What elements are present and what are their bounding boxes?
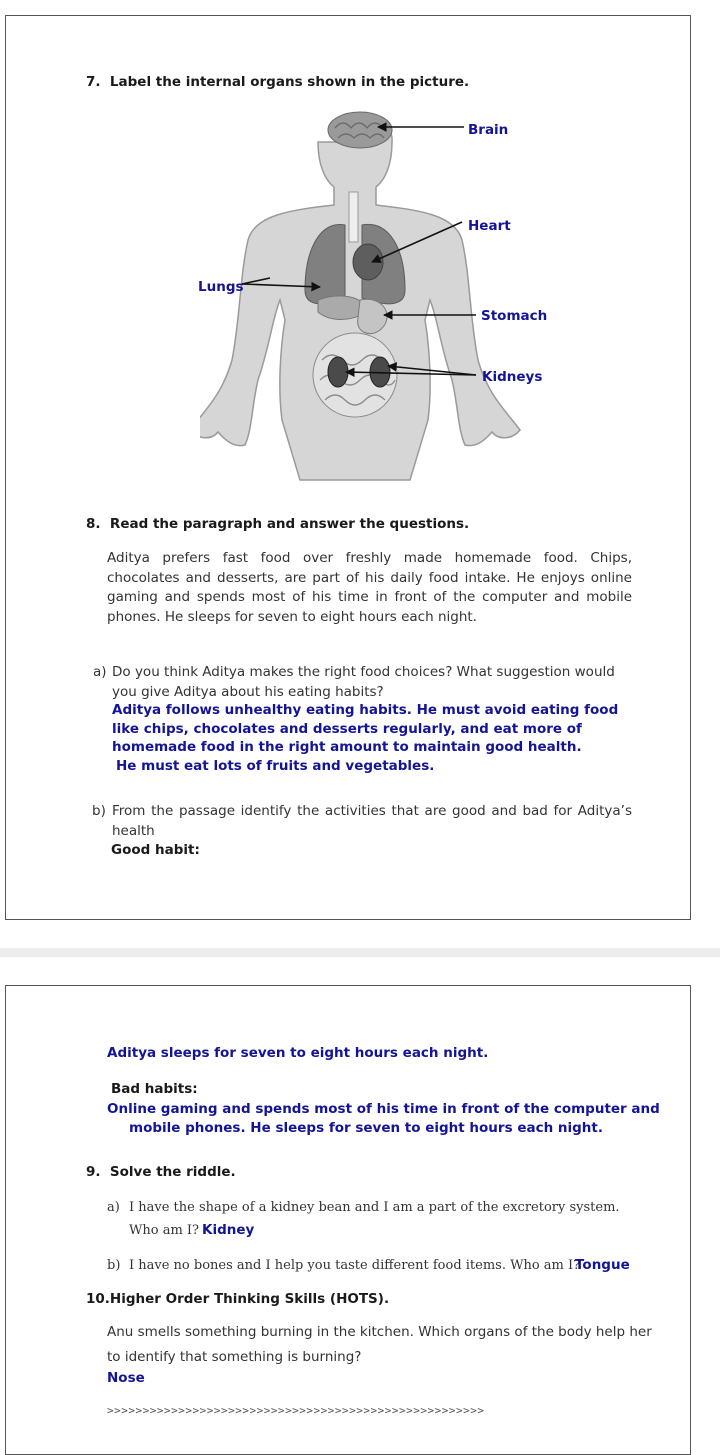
section-separator: >>>>>>>>>>>>>>>>>>>>>>>>>>>>>>>>>>>>>>>>>>>>>>>>>>>>> xyxy=(107,1404,485,1417)
q8-paragraph: Aditya prefers fast food over freshly made homemade food. Chips, chocolates and desserts, are part of his daily food intake. He enjoys online gaming and spends most of his time in front of the computer and mobile phones. He sleeps for seven to eight hours each night. xyxy=(107,550,632,625)
question-7-title: 7. Label the internal organs shown in the picture. xyxy=(86,74,470,90)
q10-question-line2: to identify that something is burning? xyxy=(107,1349,362,1365)
q9b-answer: Tongue xyxy=(575,1257,630,1273)
q8a-answer-2: He must eat lots of fruits and vegetables. xyxy=(116,758,435,774)
q9a-line2: Who am I? xyxy=(129,1223,200,1238)
q8b-question: From the passage identify the activities that are good and bad for Aditya’s health xyxy=(112,803,632,839)
q8b-bad-label: Bad habits: xyxy=(111,1081,198,1097)
q8a-question: Do you think Aditya makes the right food choices? What suggestion would you give Aditya about his eating habits? xyxy=(112,664,615,700)
label-brain: Brain xyxy=(468,122,509,138)
label-stomach: Stomach xyxy=(481,308,548,324)
question-8-title: 8. Read the paragraph and answer the questions. xyxy=(86,516,470,532)
question-10-title: 10.Higher Order Thinking Skills (HOTS). xyxy=(86,1291,390,1307)
q10-question-line1: Anu smells something burning in the kitchen. Which organs of the body help her xyxy=(107,1324,652,1340)
lungs-arrow-2 xyxy=(242,278,270,284)
q9a-marker: a) xyxy=(107,1200,120,1215)
q10-answer: Nose xyxy=(107,1370,145,1386)
label-lungs: Lungs xyxy=(198,279,244,295)
q9a-line1: I have the shape of a kidney bean and I am a part of the excretory system. xyxy=(129,1200,620,1215)
question-9-title: 9. Solve the riddle. xyxy=(86,1164,236,1180)
lungs-arrow xyxy=(242,284,320,287)
q8b-bad-answer-1: Online gaming and spends most of his time in front of the computer and xyxy=(107,1101,660,1117)
label-kidneys: Kidneys xyxy=(482,369,543,385)
heart-arrow xyxy=(372,222,462,262)
q9b-marker: b) xyxy=(107,1258,121,1273)
q8b-marker: b) xyxy=(92,803,106,819)
q8a-marker: a) xyxy=(93,664,107,680)
q8b-good-answer: Aditya sleeps for seven to eight hours each night. xyxy=(107,1045,489,1061)
q8b-good-label: Good habit: xyxy=(111,842,200,858)
q8b-bad-answer-2: mobile phones. He sleeps for seven to eight hours each night. xyxy=(129,1120,603,1136)
label-heart: Heart xyxy=(468,218,511,234)
q8a-answer-1: Aditya follows unhealthy eating habits. He must avoid eating food like chips, chocolates and desserts regularly, and eat more of homemade food in the right amount to maintain good health. xyxy=(112,702,619,755)
q9b-text: I have no bones and I help you taste different food items. Who am I? xyxy=(129,1258,581,1273)
q9a-answer: Kidney xyxy=(202,1222,255,1238)
